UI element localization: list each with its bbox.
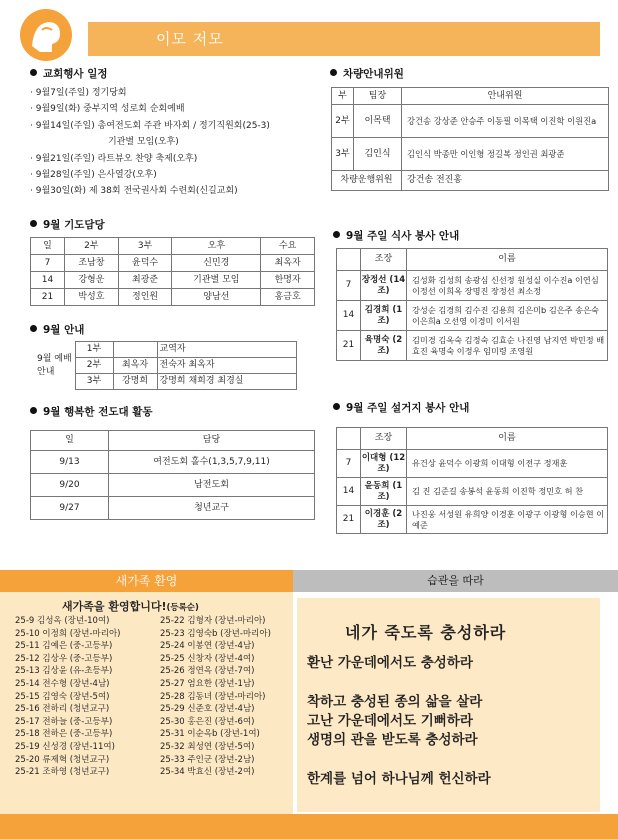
guide-heading: 9월 안내 bbox=[30, 322, 84, 337]
table-header: 팀장 bbox=[354, 88, 402, 105]
prayer-heading: 9월 기도담당 bbox=[30, 217, 105, 232]
list-item: 25-26 정연옥 (장년-7여) bbox=[160, 666, 255, 677]
welcome-list-right bbox=[160, 615, 271, 779]
table-header: 일 bbox=[31, 431, 109, 451]
table-header: 담당 bbox=[109, 431, 315, 451]
list-item: 25-9 김성옥 (장년-10여) bbox=[15, 616, 110, 626]
list-item: 25-13 김상윤 (유-초등부) bbox=[15, 666, 113, 677]
habit-line: 한계를 넘어 하나님께 헌신하라 bbox=[307, 771, 491, 787]
footer-band bbox=[0, 814, 618, 839]
bottom-section bbox=[0, 570, 618, 839]
table-row: 차량운행위원 강건송 전진홍 bbox=[332, 171, 609, 191]
habit-box bbox=[297, 598, 600, 812]
guide-table bbox=[35, 341, 297, 390]
meal-heading: 9월 주일 식사 봉사 안내 bbox=[333, 228, 459, 243]
list-item: 25-25 신창자 (장년-4여) bbox=[160, 653, 255, 664]
parking-heading: 차량안내위원 bbox=[330, 66, 404, 81]
list-item: 25-10 이정희 (장년-마리아) bbox=[15, 628, 121, 639]
habit-band: 습관을 따라 bbox=[293, 570, 618, 592]
habit-line: 고난 가운데에서도 기뻐하라 bbox=[307, 713, 473, 729]
list-item: 25-28 김동녀 (장년-마리아) bbox=[160, 691, 266, 702]
welcome-band: 새가족 환영 bbox=[0, 570, 293, 592]
habit-line: 환난 가운데에서도 충성하라 bbox=[307, 655, 473, 671]
table-row: 14 김경희 (1조) 강성순 김경희 김수진 김용희 김은미b 김은주 송은숙 이은희a 오선영 이경미 이서원 bbox=[337, 301, 608, 331]
list-item: · 9월30일(화) 제 38회 전국권사회 수련회(신길교회) bbox=[30, 186, 238, 197]
habit-line: 착하고 충성된 종의 삶을 살라 bbox=[307, 694, 483, 710]
list-item: 25-23 김영숙b (장년-마리아) bbox=[160, 628, 271, 639]
table-row: 7 조남창 윤덕수 신민경 최옥자 bbox=[31, 255, 315, 272]
habit-title: 네가 죽도록 충성하라 bbox=[345, 623, 507, 642]
list-item: 25-16 전하리 (청년교구) bbox=[15, 704, 110, 715]
table-header: 부 bbox=[332, 88, 354, 105]
table-row: 9/13 여전도회 홀수(1,3,5,7,9,11) bbox=[31, 451, 315, 474]
table-header: 수요 bbox=[261, 238, 315, 255]
list-item: 25-17 전하늘 (중-고등부) bbox=[15, 716, 113, 727]
table-row: 7 장정선 (14조) 김성화 김성희 송광심 신선정 원성실 이수진a 이연심 이정선 이희옥 장명진 장정선 최소정 bbox=[337, 271, 608, 301]
table-header bbox=[337, 428, 361, 450]
evangelism-heading: 9월 행복한 전도대 활동 bbox=[30, 404, 153, 419]
list-item: 25-12 김상우 (중-고등부) bbox=[15, 653, 113, 664]
list-item: 25-24 이봉연 (장년-4남) bbox=[160, 641, 255, 652]
table-row: 9/27 청년교구 bbox=[31, 497, 315, 520]
list-item: 25-30 홍은진 (장년-6여) bbox=[160, 716, 255, 727]
list-item: 25-19 신성경 (장년-11여) bbox=[15, 741, 115, 752]
prayer-table bbox=[30, 237, 315, 306]
table-row: 9월 예배 안내 1부 교역자 bbox=[35, 342, 297, 358]
table-row: 21 이경훈 (2조) 나진웅 서성원 유희양 이경훈 이광구 이광형 이승현 이예준 bbox=[337, 506, 608, 534]
meal-table bbox=[336, 248, 608, 361]
list-item: 25-14 전수형 (장년-4남) bbox=[15, 678, 110, 689]
table-header: 조장 bbox=[361, 428, 407, 450]
list-item: 25-34 박효신 (장년-2여) bbox=[160, 767, 255, 778]
table-row: 9/20 남전도회 bbox=[31, 474, 315, 497]
list-item: 25-27 엄요한 (장년-1남) bbox=[160, 678, 255, 689]
table-header: 오후 bbox=[172, 238, 261, 255]
list-item: 25-18 전하은 (중-고등부) bbox=[15, 729, 113, 740]
table-header: 안내위원 bbox=[402, 88, 609, 105]
parking-table bbox=[331, 87, 609, 191]
table-header: 일 bbox=[31, 238, 65, 255]
list-item: · 9월14일(주일) 총여전도회 주관 바자회 / 정기직원회(25-3) bbox=[30, 120, 270, 131]
list-item: 25-32 최성연 (장년-5여) bbox=[160, 741, 255, 752]
habit-line: 생명의 관을 받도록 충성하라 bbox=[307, 732, 478, 748]
list-item: · 9월28일(주일) 은사열강(오후) bbox=[30, 170, 157, 181]
logo-icon bbox=[12, 6, 80, 64]
table-header: 2부 bbox=[65, 238, 119, 255]
list-item: · 9월21일(주일) 라트뷰오 찬양 축제(오후) bbox=[30, 153, 198, 164]
page-title: 이모 저모 bbox=[156, 30, 224, 48]
welcome-list-left bbox=[15, 615, 121, 779]
dish-heading: 9월 주일 설거지 봉사 안내 bbox=[333, 400, 469, 415]
table-header: 이름 bbox=[407, 428, 608, 450]
list-item: 25-15 김영숙 (장년-5여) bbox=[15, 691, 110, 702]
table-row: 3부 강명희 강명희 채희경 최경실 bbox=[35, 374, 297, 390]
table-row: 14 윤동희 (1조) 김 진 김준길 송봉석 윤동희 이진학 정민호 허 찬 bbox=[337, 478, 608, 506]
table-row: 21 박성호 정인원 양남선 홍금호 bbox=[31, 289, 315, 306]
list-item: 25-22 김형자 (장년-마리아) bbox=[160, 616, 266, 626]
list-item: 25-31 이순옥b (장년-1여) bbox=[160, 729, 260, 740]
evangelism-table bbox=[30, 430, 315, 520]
list-item: 25-33 주인군 (장년-2남) bbox=[160, 754, 255, 765]
table-header bbox=[337, 249, 361, 271]
table-header: 3부 bbox=[118, 238, 172, 255]
table-row: 7 이대형 (12조) 유건상 윤덕수 이광희 이대형 이전구 정재훈 bbox=[337, 450, 608, 478]
table-row: 2부 이목택 강건송 강상준 안승주 이동필 이목택 이진학 이원진a bbox=[332, 105, 609, 138]
events-list bbox=[30, 85, 320, 200]
table-header: 조장 bbox=[361, 249, 407, 271]
table-row: 14 강형운 최광준 기관별 모임 한명자 bbox=[31, 272, 315, 289]
list-item: · 9월7일(주일) 정기당회 bbox=[30, 88, 127, 98]
table-row: 3부 김인식 김인식 박종만 이인형 정길복 정인권 최광준 bbox=[332, 138, 609, 171]
list-item: 25-11 김예은 (중-고등부) bbox=[15, 641, 113, 652]
welcome-box bbox=[0, 592, 293, 814]
list-item: 25-20 류제혁 (청년교구) bbox=[15, 754, 110, 765]
list-item: 25-21 조하영 (청년교구) bbox=[15, 767, 110, 778]
list-item: · 9월9일(화) 중부지역 성로회 순회예배 bbox=[30, 104, 185, 115]
table-row: 21 육명숙 (2조) 김미경 김옥숙 김정숙 김효순 나진영 남지연 박민정 배효진 육명숙 이정우 임미령 조영원 bbox=[337, 331, 608, 361]
dish-table bbox=[336, 427, 608, 534]
welcome-title: 새가족을 환영합니다!(등록순) bbox=[62, 600, 199, 613]
table-header: 이름 bbox=[407, 249, 608, 271]
table-row: 2부 최옥자 전숙자 최옥자 bbox=[35, 358, 297, 374]
events-heading: 교회행사 일정 bbox=[30, 66, 108, 81]
list-item: 기관별 모임(오후) bbox=[108, 137, 179, 148]
list-item: 25-29 신준호 (장년-4남) bbox=[160, 704, 255, 715]
